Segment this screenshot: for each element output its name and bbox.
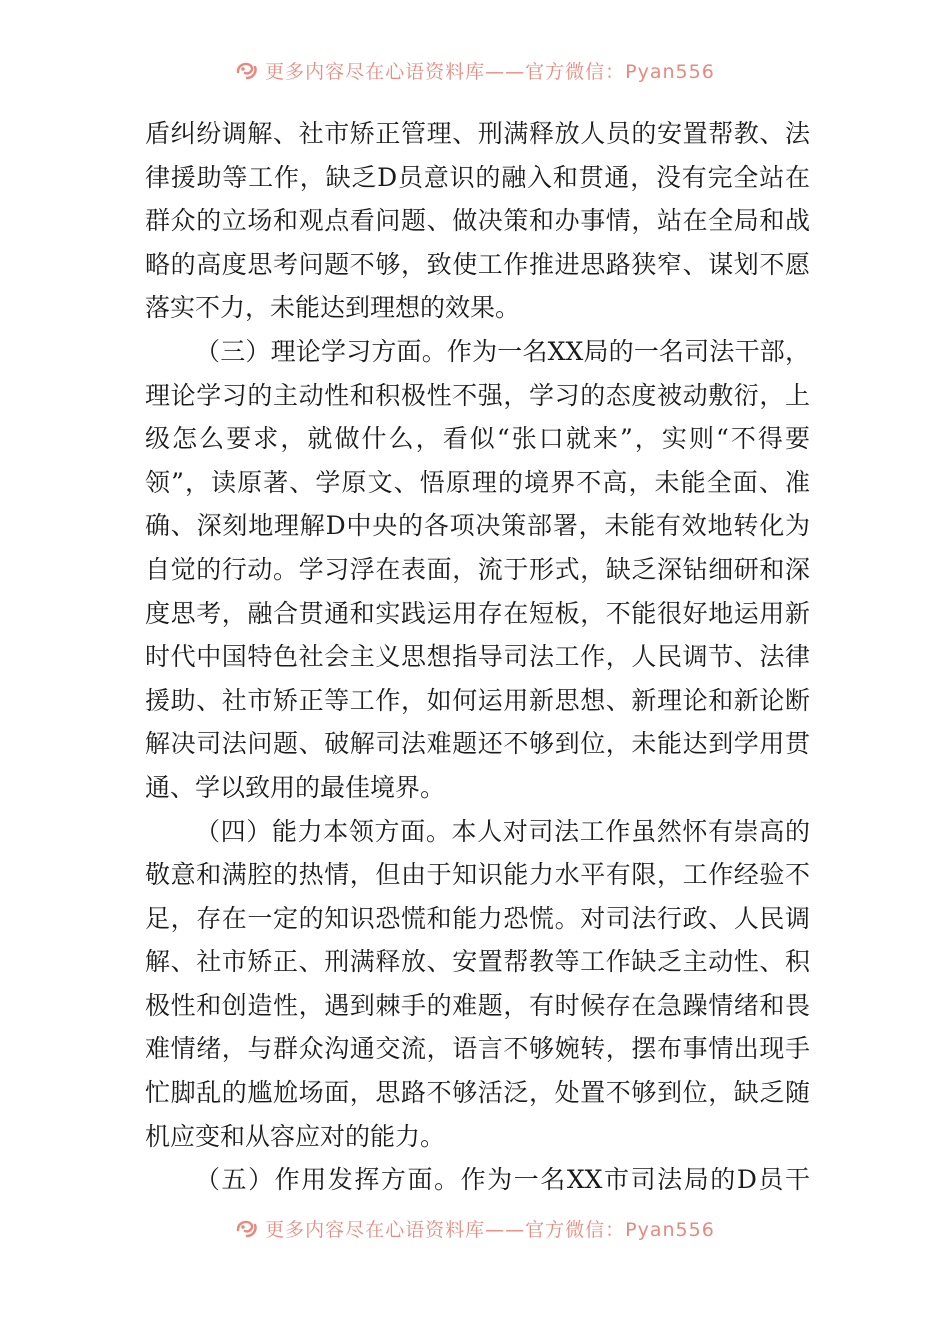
watermark-logo-icon xyxy=(235,58,259,82)
text-line: 难情绪，与群众沟通交流，语言不够婉转，摆布事情出现手 xyxy=(145,1034,810,1064)
text-line: 足，存在一定的知识恐慌和能力恐慌。对司法行政、人民调 xyxy=(145,903,810,933)
text-line: 时代中国特色社会主义思想指导司法工作，人民调节、法律 xyxy=(145,642,810,672)
text-line: 解、社市矫正、刑满释放、安置帮教等工作缺乏主动性、积 xyxy=(145,947,810,977)
text-line: 确、深刻地理解D中央的各项决策部署，未能有效地转化为 xyxy=(145,511,810,541)
text-line: 度思考，融合贯通和实践运用存在短板，不能很好地运用新 xyxy=(145,598,810,628)
text-line: 极性和创造性，遇到棘手的难题，有时候存在急躁情绪和畏 xyxy=(145,990,810,1020)
document-body xyxy=(145,112,810,1202)
text-line: （四）能力本领方面。本人对司法工作虽然怀有崇高的 xyxy=(195,816,810,846)
paragraph xyxy=(145,112,810,330)
text-line: 理论学习的主动性和积极性不强，学习的态度被动敷衍，上 xyxy=(145,380,810,410)
text-line: （三）理论学习方面。作为一名XX局的一名司法干部， xyxy=(195,336,810,366)
text-line: 解决司法问题、破解司法难题还不够到位，未能达到学用贯 xyxy=(145,729,810,759)
text-line: 落实不力，未能达到理想的效果。 xyxy=(145,293,521,323)
paragraph-role xyxy=(145,1158,810,1202)
text-line: 略的高度思考问题不够，致使工作推进思路狭窄、谋划不愿 xyxy=(145,249,810,279)
text-line: （五）作用发挥方面。作为一名XX市司法局的D员干 xyxy=(195,1165,810,1195)
header-watermark xyxy=(0,50,950,90)
text-line: 领”，读原著、学原文、悟原理的境界不高，未能全面、准 xyxy=(145,467,810,497)
text-line: 律援助等工作，缺乏D员意识的融入和贯通，没有完全站在 xyxy=(145,162,810,192)
text-line: 敬意和满腔的热情，但由于知识能力水平有限，工作经验不 xyxy=(145,860,810,890)
paragraph-ability xyxy=(145,810,810,1159)
paragraph-theory-study xyxy=(145,330,810,810)
text-line: 自觉的行动。学习浮在表面，流于形式，缺乏深钻细研和深 xyxy=(145,554,810,584)
watermark-logo-icon xyxy=(235,1216,259,1240)
watermark-text: 更多内容尽在心语资料库——官方微信：Pyan556 xyxy=(265,1218,715,1241)
text-line: 忙脚乱的尴尬场面，思路不够活泛，处置不够到位，缺乏随 xyxy=(145,1078,810,1108)
footer-watermark xyxy=(0,1208,950,1248)
text-line: 级怎么要求，就做什么，看似“张口就来”，实则“不得要 xyxy=(145,424,810,454)
text-line: 群众的立场和观点看问题、做决策和办事情，站在全局和战 xyxy=(145,206,810,236)
text-line: 援助、社市矫正等工作，如何运用新思想、新理论和新论断 xyxy=(145,685,810,715)
text-line: 盾纠纷调解、社市矫正管理、刑满释放人员的安置帮教、法 xyxy=(145,119,810,148)
watermark-text: 更多内容尽在心语资料库——官方微信：Pyan556 xyxy=(265,60,715,83)
text-line: 通、学以致用的最佳境界。 xyxy=(145,772,446,802)
text-line: 机应变和从容应对的能力。 xyxy=(145,1121,446,1151)
